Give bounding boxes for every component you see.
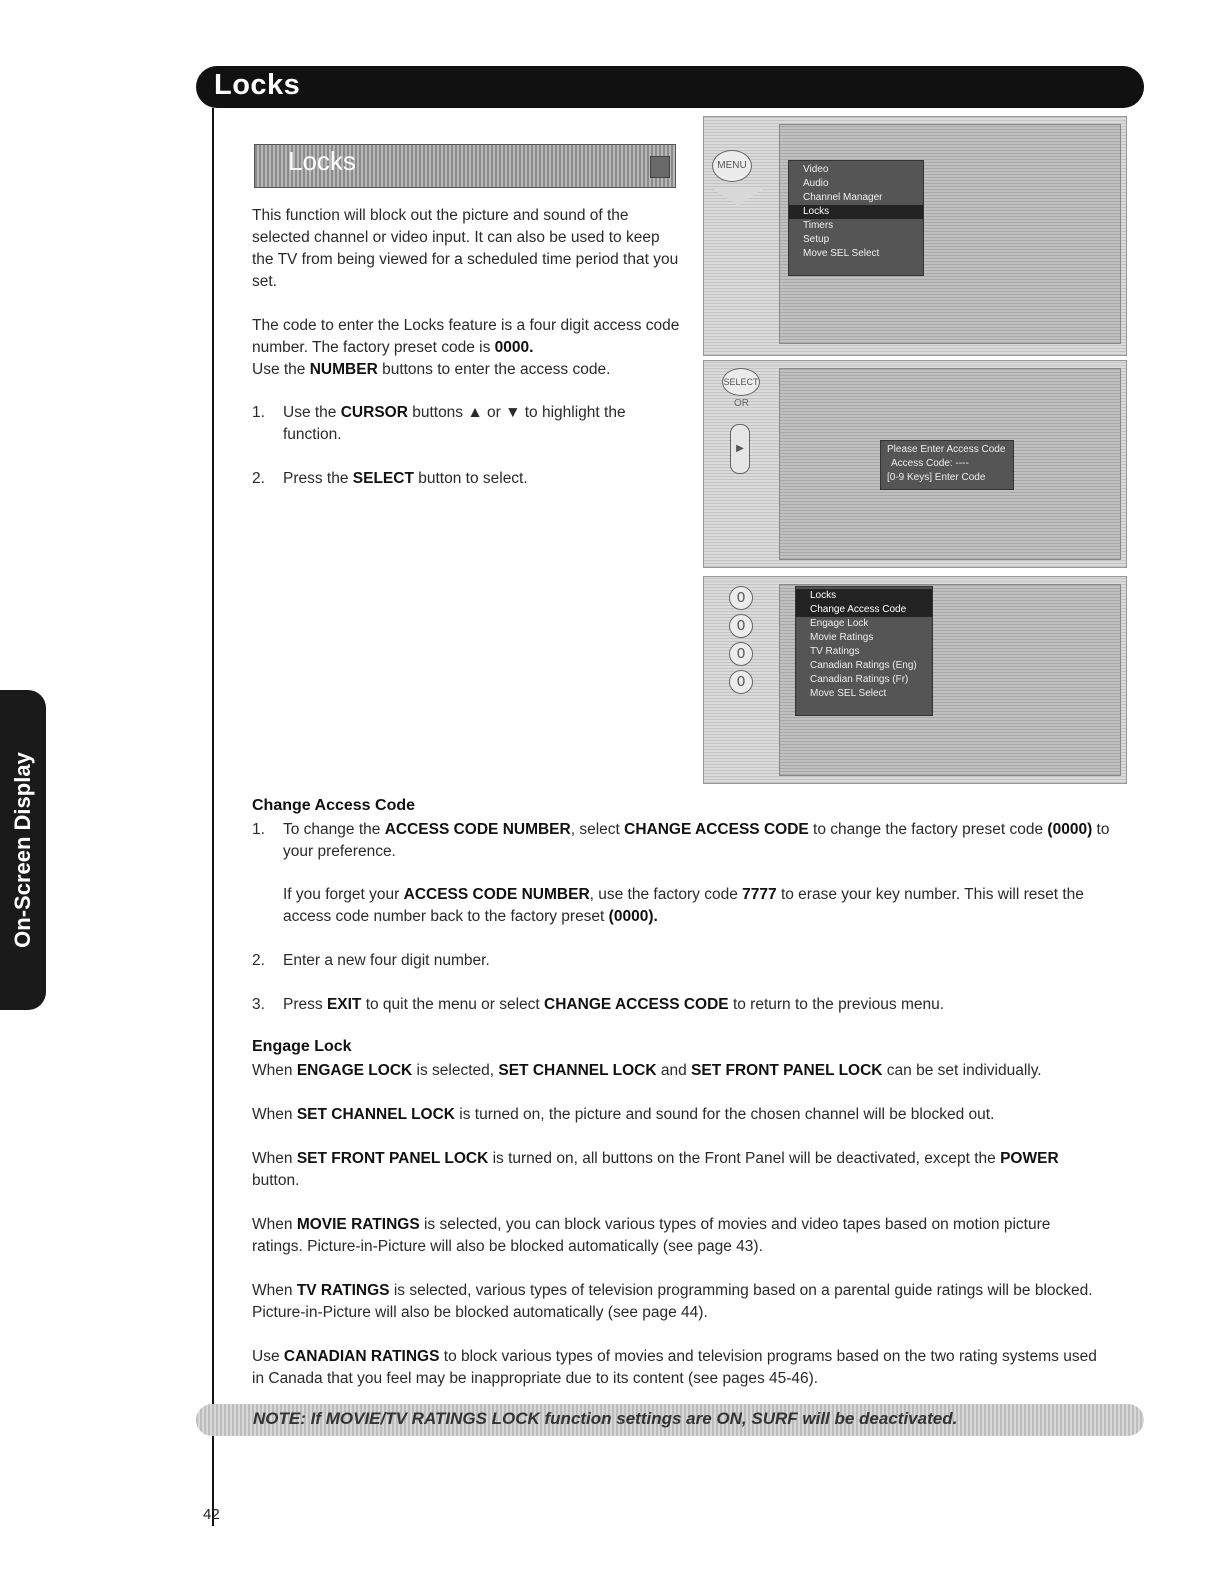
locks-menu-title: Locks [796, 589, 932, 603]
change-step-2: 2. Enter a new four digit number. [252, 952, 490, 969]
change-step-1: 1. To change the ACCESS CODE NUMBER, select CHANGE ACCESS CODE to change the factory preset code (0000) to your preference. [252, 821, 1110, 860]
section-header-bar [196, 66, 1144, 108]
intro-paragraph: This function will block out the picture and sound of the selected channel or video input. It can also be used to keep the TV from being viewed for a scheduled time period that you set. [252, 207, 679, 290]
select-button: SELECT [722, 368, 760, 396]
menu-item-setup: Setup [803, 234, 830, 245]
menu-item-engage-lock: Engage Lock [810, 618, 869, 629]
locks-banner-label: Locks [288, 146, 356, 176]
cursor-right-icon: ▶ [730, 424, 750, 474]
margin-rule [212, 108, 214, 1526]
prompt-code: Access Code: ---- [891, 458, 969, 469]
number-0-button: 0 [729, 586, 753, 610]
menu-footer: Move SEL Select [803, 248, 880, 259]
number-0-button: 0 [729, 670, 753, 694]
prompt-title: Please Enter Access Code [887, 444, 1006, 455]
menu-item-timers: Timers [803, 220, 834, 231]
engage-lock-heading: Engage Lock [252, 1038, 352, 1055]
access-code-prompt [880, 440, 1014, 490]
canadian-ratings-paragraph: Use CANADIAN RATINGS to block various types of movies and television programs based on the two rating systems used in Canada that you feel may be inappropriate due to its content (see pages 45-46). [252, 1348, 1097, 1387]
chapter-side-tab-label: On-Screen Display [10, 752, 35, 948]
menu-footer: Move SEL Select [810, 688, 887, 699]
engage-lock-paragraph-3: When SET FRONT PANEL LOCK is turned on, all buttons on the Front Panel will be deactivated, except the POWER button. [252, 1150, 1059, 1189]
change-access-code-heading: Change Access Code [252, 797, 416, 814]
section-title: Locks [214, 69, 301, 101]
menu-button: MENU [712, 150, 752, 182]
menu-item-channel-manager: Channel Manager [803, 192, 883, 203]
number-0-button: 0 [729, 642, 753, 666]
tv-ratings-paragraph: When TV RATINGS is selected, various types of television programming based on a parental guide ratings will be blocked. Picture-in-Picture will also be blocked automatically (see page 44). [252, 1282, 1093, 1321]
main-menu [788, 160, 924, 276]
movie-ratings-paragraph: When MOVIE RATINGS is selected, you can block various types of movies and video tapes based on motion picture ratings. Picture-in-Picture will also be blocked automatically (see page 43). [252, 1216, 1051, 1255]
menu-item-locks: Locks [789, 205, 923, 219]
step-1: 1. Use the CURSOR buttons ▲ or ▼ to highlight the function. [252, 404, 626, 443]
cursor-down-icon [712, 188, 764, 206]
change-step-3: 3. Press EXIT to quit the menu or select CHANGE ACCESS CODE to return to the previous menu. [252, 996, 945, 1013]
menu-item-tv-ratings: TV Ratings [810, 646, 860, 657]
menu-item-change-access-code: Change Access Code [796, 603, 932, 617]
access-code-paragraph: The code to enter the Locks feature is a four digit access code number. The factory preset code is 0000. Use the NUMBER buttons to enter the access code. [252, 317, 680, 378]
engage-lock-paragraph-1: When ENGAGE LOCK is selected, SET CHANNEL LOCK and SET FRONT PANEL LOCK can be set individually. [252, 1062, 1042, 1079]
page-number: 42 [203, 1506, 220, 1523]
menu-item-canadian-ratings-fr: Canadian Ratings (Fr) [810, 674, 909, 685]
menu-item-audio: Audio [803, 178, 829, 189]
menu-item-video: Video [803, 164, 829, 175]
prompt-help: [0-9 Keys] Enter Code [887, 472, 986, 483]
menu-item-movie-ratings: Movie Ratings [810, 632, 874, 643]
or-label: OR [734, 398, 749, 409]
engage-lock-paragraph-2: When SET CHANNEL LOCK is turned on, the picture and sound for the chosen channel will be blocked out. [252, 1106, 995, 1123]
step-2: 2. Press the SELECT button to select. [252, 470, 528, 487]
forget-code-paragraph: If you forget your ACCESS CODE NUMBER, use the factory code 7777 to erase your key number. This will reset the access code number back to the factory preset (0000). [283, 886, 1084, 925]
lock-icon [650, 156, 670, 178]
note-text: NOTE: If MOVIE/TV RATINGS LOCK function settings are ON, SURF will be deactivated. [253, 1409, 958, 1428]
menu-item-canadian-ratings-eng: Canadian Ratings (Eng) [810, 660, 917, 671]
locks-menu [795, 586, 933, 716]
number-0-button: 0 [729, 614, 753, 638]
